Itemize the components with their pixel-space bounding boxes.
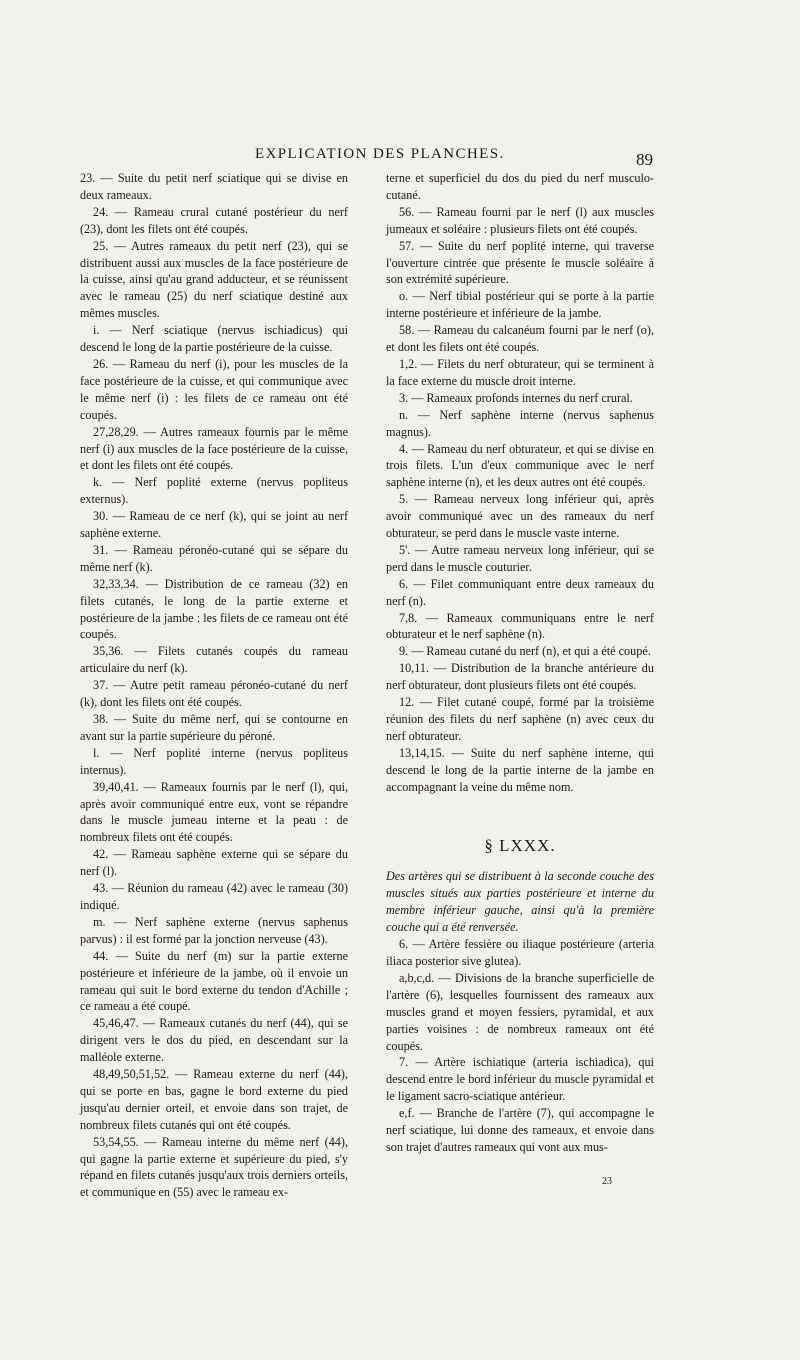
entry-paragraph: 6. — Artère fessière ou iliaque postérieure (arteria iliaca posterior sive glutea). xyxy=(386,937,654,968)
entry-paragraph: i. — Nerf sciatique (nervus ischiadicus) qui descend le long de la partie postérieure de la cuisse. xyxy=(80,323,348,355)
entry-paragraph: 42. — Rameau saphène externe qui se sépare du nerf (l). xyxy=(80,847,348,879)
entry-paragraph: k. — Nerf poplité externe (nervus popliteus externus). xyxy=(80,475,348,507)
entry-paragraph: 7. — Artère ischiatique (arteria ischiadica), qui descend entre le bord inférieur du muscle pyramidal et le ligament sacro-sciatique antérieur. xyxy=(386,1055,654,1104)
entry-paragraph: a,b,c,d. — Divisions de la branche superficielle de l'artère (6), lesquelles fournissent des rameaux aux muscles grand et moyen fessiers, pyramidal, et aux parties voisines : de nombreux rameaux ont été coupés. xyxy=(386,970,654,1053)
entry-paragraph: 32,33,34. — Distribution de ce rameau (32) en filets cutanés, le long de la partie externe et postérieure de la jambe : les filets de ce rameau ont été coupés. xyxy=(80,576,348,642)
entry-paragraph: 25. — Autres rameaux du petit nerf (23), qui se distribuent aussi aux muscles de la face postérieure de la cuisse, ainsi qu'au grand adducteur, et se réunissent avec le rameau (25) du nerf sciatique destiné aux mêmes muscles. xyxy=(80,238,348,321)
section-intro: Des artères qui se distribuent à la seconde couche des muscles situés aux parties postérieure et interne du membre inférieur gauche, ainsi qu'à la première couche qui a été renversée. xyxy=(386,869,654,935)
entry-paragraph: e,f. — Branche de l'artère (7), qui accompagne le nerf sciatique, lui donne des rameaux, et envoie dans son trajet d'autres rameaux qui vont aux mus- xyxy=(386,1106,654,1154)
entry-paragraph: 26. — Rameau du nerf (i), pour les muscles de la face postérieure de la cuisse, et qui communique avec le même nerf (i) : les filets de ce rameau ont été coupés. xyxy=(80,356,348,422)
entry-paragraph: 4. — Rameau du nerf obturateur, et qui se divise en trois filets. L'un d'eux communique avec le nerf saphène interne (n), et les deux autres ont été coupés. xyxy=(386,441,654,490)
entry-paragraph: l. — Nerf poplité interne (nervus popliteus internus). xyxy=(80,745,348,777)
entry-paragraph: 27,28,29. — Autres rameaux fournis par le même nerf (i) aux muscles de la face postérieure de la cuisse, et dont les filets ont été coupés. xyxy=(80,424,348,473)
entry-paragraph: 5'. — Autre rameau nerveux long inférieur, qui se perd dans le muscle couturier. xyxy=(386,542,654,574)
entry-paragraph: 24. — Rameau crural cutané postérieur du nerf (23), dont les filets ont été coupés. xyxy=(80,204,348,236)
entry-paragraph: 44. — Suite du nerf (m) sur la partie externe postérieure et inférieure de la jambe, où il envoie un rameau qui suit le bord externe du tendon d'Achille ; ce rameau a été coupé. xyxy=(80,948,348,1014)
entry-paragraph: 58. — Rameau du calcanéum fourni par le nerf (o), et dont les filets ont été coupés. xyxy=(386,323,654,355)
entry-paragraph: 53,54,55. — Rameau interne du même nerf (44), qui gagne la partie externe et supérieure du pied, s'y répand en filets cutanés jusqu'aux trois derniers orteils, et communique en (55) avec le rameau ex- xyxy=(80,1134,348,1200)
right-column xyxy=(386,170,654,1156)
right-column-paragraphs xyxy=(386,170,654,796)
entry-paragraph: 10,11. — Distribution de la branche antérieure du nerf obturateur, dont plusieurs filets ont été coupés. xyxy=(386,661,654,693)
entry-paragraph: n. — Nerf saphène interne (nervus saphenus magnus). xyxy=(386,407,654,439)
entry-paragraph: 31. — Rameau péronéo-cutané qui se sépare du même nerf (k). xyxy=(80,542,348,574)
section-title: § LXXX. xyxy=(484,835,556,855)
entry-paragraph: 38. — Suite du même nerf, qui se contourne en avant sur la partie supérieure du péroné. xyxy=(80,712,348,743)
entry-paragraph: 48,49,50,51,52. — Rameau externe du nerf (44), qui se porte en bas, gagne le bord externe du pied jusqu'au dernier orteil, et envoie dans son trajet, de nombreux filets cutanés qui ont été coupés. xyxy=(80,1067,348,1132)
entry-paragraph: 6. — Filet communiquant entre deux rameaux du nerf (n). xyxy=(386,576,654,608)
right-column-section-paragraphs xyxy=(386,936,654,1156)
entry-paragraph: 45,46,47. — Rameaux cutanés du nerf (44), qui se dirigent vers le dos du pied, en descendant sur la malléole externe. xyxy=(80,1016,348,1065)
running-title: EXPLICATION DES PLANCHES. xyxy=(255,146,505,162)
entry-paragraph: 56. — Rameau fourni par le nerf (l) aux muscles jumeaux et soléaire : plusieurs filets ont été coupés. xyxy=(386,204,654,236)
entry-paragraph: 37. — Autre petit rameau péronéo-cutané du nerf (k), dont les filets ont été coupés. xyxy=(80,678,348,710)
entry-paragraph: 13,14,15. — Suite du nerf saphène interne, qui descend le long de la partie interne de la jambe en accompagnant la veine du même nom. xyxy=(386,745,654,794)
entry-paragraph: 43. — Réunion du rameau (42) avec le rameau (30) indiqué. xyxy=(80,881,348,912)
left-column xyxy=(80,170,348,1201)
entry-paragraph: 1,2. — Filets du nerf obturateur, qui se terminent à la face externe du muscle droit interne. xyxy=(386,356,654,388)
entry-paragraph: 7,8. — Rameaux communiquans entre le nerf obturateur et le nerf saphène (n). xyxy=(386,610,654,642)
entry-paragraph: 9. — Rameau cutané du nerf (n), et qui a été coupé. xyxy=(399,644,651,659)
entry-paragraph: 12. — Filet cutané coupé, formé par la troisième réunion des filets du nerf saphène (n) avec ceux du nerf obturateur. xyxy=(386,695,654,743)
entry-paragraph: o. — Nerf tibial postérieur qui se porte à la partie interne postérieure et inférieure de la jambe. xyxy=(386,289,654,321)
entry-paragraph: 39,40,41. — Rameaux fournis par le nerf (l), qui, après avoir communiqué entre eux, vont se répandre dans le muscle jumeau interne et la peau : de nombreux filets ont été coupés. xyxy=(80,779,348,845)
entry-paragraph: 57. — Suite du nerf poplité interne, qui traverse l'ouverture cintrée que présente le muscle soléaire à son extrémité supérieure. xyxy=(386,238,654,287)
entry-paragraph: 35,36. — Filets cutanés coupés du rameau articulaire du nerf (k). xyxy=(80,644,348,676)
page-number: 89 xyxy=(636,150,653,169)
signature-mark: 23 xyxy=(602,1176,612,1187)
entry-paragraph: terne et superficiel du dos du pied du nerf musculo-cutané. xyxy=(386,171,654,202)
entry-paragraph: 5. — Rameau nerveux long inférieur qui, après avoir communiqué avec un des rameaux du nerf obturateur, se perd dans le muscle vaste interne. xyxy=(386,492,654,541)
entry-paragraph: 3. — Rameaux profonds internes du nerf crural. xyxy=(399,390,633,405)
entry-paragraph: 23. — Suite du petit nerf sciatique qui se divise en deux rameaux. xyxy=(80,171,348,202)
entry-paragraph: 30. — Rameau de ce nerf (k), qui se joint au nerf saphène externe. xyxy=(80,509,348,541)
entry-paragraph: m. — Nerf saphène externe (nervus saphenus parvus) : il est formé par la jonction nerveuse (43). xyxy=(80,914,348,946)
